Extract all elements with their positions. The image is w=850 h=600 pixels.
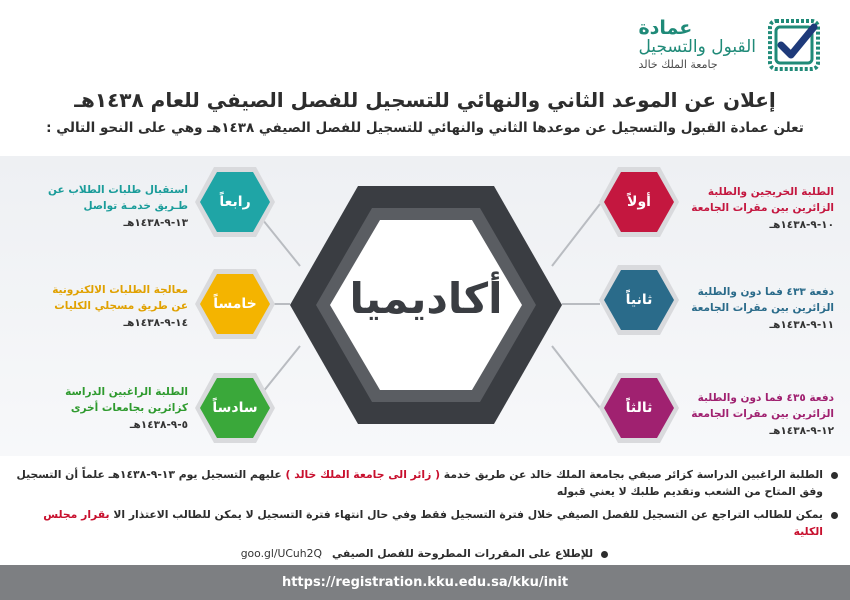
step-5-line2: عن طريق مسجلي الكليات [54,300,188,313]
note2-part-a: يمكن للطالب التراجع عن التسجيل للفصل الصيفي خلال فترة التسجيل فقط وفي حال انتهاء فترة التسجيل لا يمكن للطالب الاعتذار الا [109,507,823,521]
page-subtitle: تعلن عمادة القبول والتسجيل عن موعدها الثاني والنهائي للتسجيل للفصل الصيفي ١٤٣٨هـ وهي على النحو التالي : [46,120,804,136]
step-3-line2: الزائرين بين مقرات الجامعة [691,408,834,421]
hex-step-3-label: ثالثاً [625,400,653,416]
step-6-date: ٥-٩-١٤٣٨هـ [129,418,188,431]
note1-part-c: وفق المتاح من الشعب وتقديم طلبك لا يعني قبوله [556,485,823,499]
page-title: إعلان عن الموعد الثاني والنهائي للتسجيل للفصل الصيفي للعام ١٤٣٨هـ [74,88,776,112]
hex-step-4-label: رابعاً [219,194,251,210]
step-1-line2: الزائرين بين مقرات الجامعة [691,202,834,215]
hex-step-1-label: أولاً [627,194,651,210]
step-1-date: ١٠-٩-١٤٣٨هـ [769,218,834,231]
hex-step-5-label: خامساً [213,296,257,312]
footer-url-bar [0,565,850,600]
step-4-line1: استقبال طلبات الطلاب عن [48,184,188,196]
note2-council-decision: بقرار مجلس الكلية [43,507,823,538]
hex-step-6-label: سادساً [212,400,258,416]
step-5-line1: معالجة الطلبات الالكترونية [52,284,188,296]
note1-service-name: ( زائر الى جامعة الملك خالد ) [285,468,441,481]
step-6-text [18,384,188,433]
logo-checkmark-icon [764,15,824,75]
notes-list [12,466,838,567]
note1-part-b: عليهم التسجيل يوم ١٣-٩-١٤٣٨هـ علماً أن التسجيل [16,468,286,481]
hex-step-5 [194,268,276,340]
step-4-text [18,182,188,231]
step-6-line1: الطلبة الراغبين الدراسة [65,386,188,398]
step-3-line1: دفعة ٤٣٥ فما دون والطلبة [697,392,834,404]
header [0,0,850,160]
logo-line-admission: القبول والتسجيل [638,37,756,58]
note-courses-link [12,545,838,562]
hex-step-2-label: ثانياً [625,292,653,308]
step-4-line2: طـريق خدمـة تواصل [83,200,188,213]
note3-text: للإطلاع على المقررات المطروحة للفصل الصيفي [331,547,593,561]
step-5-date: ١٤-٩-١٤٣٨هـ [123,316,188,329]
step-5-text [18,282,188,331]
logo-line-university: جامعة الملك خالد [638,58,718,72]
step-2-date: ١١-٩-١٤٣٨هـ [769,318,834,331]
hex-step-4 [194,166,276,238]
step-1-text [664,184,834,233]
step-3-text [664,390,834,439]
logo-line-deanship: عمادة [638,17,693,40]
hex-step-6 [194,372,276,444]
bullet-icon [601,551,608,558]
note1-part-a: الطلبة الراغبين الدراسة كزائر صيفي بجامعة الملك خالد عن طريق خدمة [440,468,823,481]
step-2-text [664,284,834,333]
step-4-date: ١٣-٩-١٤٣٨هـ [123,216,188,229]
step-3-date: ١٢-٩-١٤٣٨هـ [769,424,834,437]
step-6-line2: كزائرين بجامعات أخرى [70,402,188,415]
step-2-line1: دفعة ٤٣٣ فما دون والطلبة [697,286,834,298]
bullet-icon [831,512,838,519]
center-brand-label: أكاديميا [349,274,503,323]
note-withdrawal [12,506,838,541]
note-visiting-students [12,466,838,501]
deanship-logo [594,14,824,76]
step-2-line2: الزائرين بين مقرات الجامعة [691,302,834,315]
bullet-icon [831,472,838,479]
center-hexagon [290,186,562,424]
step-1-line1: الطلبة الخريجين والطلبة [707,186,834,198]
courses-short-link[interactable]: goo.gl/UCuh2Q [240,547,322,561]
registration-url-link[interactable]: https://registration.kku.edu.sa/kku/init [281,575,569,590]
